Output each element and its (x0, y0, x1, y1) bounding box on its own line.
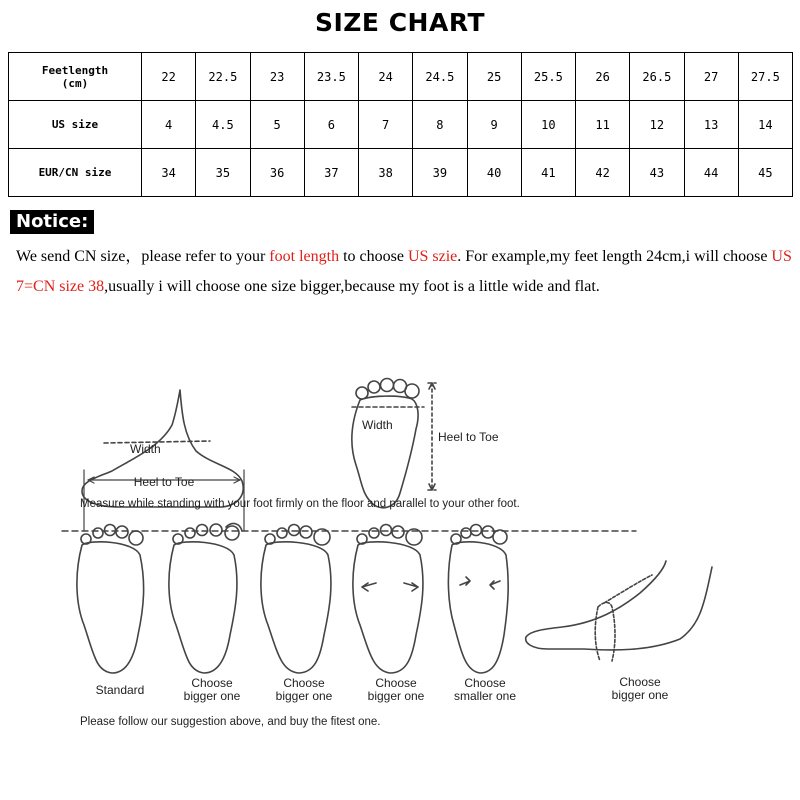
foot-caption: bigger one (275, 689, 333, 703)
row-header-line1: Feetlength (41, 63, 109, 77)
notice-text: . For example,my feet length 24cm,i will choose (457, 248, 772, 265)
foot-high-instep-illustration (526, 561, 712, 661)
foot-caption: bigger one (367, 689, 425, 703)
table-cell: 27 (684, 53, 738, 101)
table-cell: 8 (413, 101, 467, 149)
foot-caption: smaller one (453, 689, 517, 703)
table-cell: 9 (467, 101, 521, 149)
foot-caption: Choose (375, 676, 417, 690)
table-cell: 4 (142, 101, 196, 149)
foot-standard-illustration (77, 525, 144, 674)
foot-caption: bigger one (183, 689, 241, 703)
size-chart-table (8, 52, 793, 197)
table-cell: 42 (576, 149, 630, 197)
table-cell: 22 (142, 53, 196, 101)
heel-to-toe-label-top: Heel to Toe (438, 430, 499, 444)
table-cell: 41 (521, 149, 575, 197)
notice-text: to choose (339, 248, 408, 265)
table-cell: 25.5 (521, 53, 575, 101)
notice-highlight: US szie (407, 248, 458, 265)
notice-text: We send CN size，please refer to your (16, 248, 270, 265)
foot-measurement-diagram (0, 355, 800, 800)
table-row (9, 53, 793, 101)
notice-text: ,usually i will choose one size bigger,because my foot is a little wide and flat. (104, 278, 600, 295)
foot-wide-forefoot-illustration (353, 525, 423, 674)
table-cell: 43 (630, 149, 684, 197)
table-cell: 4.5 (196, 101, 250, 149)
table-cell: 10 (521, 101, 575, 149)
table-cell: 37 (304, 149, 358, 197)
foot-caption: bigger one (611, 688, 669, 702)
table-cell: 39 (413, 149, 467, 197)
table-cell: 7 (359, 101, 413, 149)
table-cell: 12 (630, 101, 684, 149)
side-foot-illustration (82, 390, 243, 507)
table-cell: 24 (359, 53, 413, 101)
notice-label: Notice: (10, 210, 94, 234)
foot-caption: Choose (191, 676, 233, 690)
table-row (9, 149, 793, 197)
table-cell: 11 (576, 101, 630, 149)
table-cell: 14 (738, 101, 792, 149)
table-cell: 40 (467, 149, 521, 197)
foot-caption: Choose (619, 675, 661, 689)
table-cell: 38 (359, 149, 413, 197)
table-cell: 24.5 (413, 53, 467, 101)
table-cell: 34 (142, 149, 196, 197)
heel-to-toe-label: Heel to Toe (133, 475, 195, 489)
table-cell: 22.5 (196, 53, 250, 101)
table-cell: 26 (576, 53, 630, 101)
foot-caption: Standard (95, 683, 145, 697)
bottom-note: Please follow our suggestion above, and buy the fitest one. (80, 716, 381, 728)
row-header (9, 53, 142, 101)
foot-caption: Choose (283, 676, 325, 690)
table-cell: 45 (738, 149, 792, 197)
table-cell: 25 (467, 53, 521, 101)
table-cell: 23.5 (304, 53, 358, 101)
table-cell: 6 (304, 101, 358, 149)
notice-highlight: US 7=CN size 38 (16, 248, 792, 295)
row-header-line2: (cm) (61, 76, 89, 90)
table-cell: 44 (684, 149, 738, 197)
table-row (9, 101, 793, 149)
row-header: US size (9, 101, 142, 149)
top-foot-illustration (352, 396, 418, 508)
table-cell: 26.5 (630, 53, 684, 101)
foot-narrow-illustration (448, 525, 508, 674)
notice-highlight: foot length (269, 248, 340, 265)
foot-wide-illustration (261, 525, 331, 674)
page-title: SIZE CHART (314, 8, 485, 37)
top-heel-to-toe-line (428, 383, 436, 490)
table-cell: 13 (684, 101, 738, 149)
row-header: EUR/CN size (9, 149, 142, 197)
table-cell: 27.5 (738, 53, 792, 101)
width-label-top: Width (362, 418, 393, 432)
foot-bunion-illustration (169, 524, 242, 673)
foot-caption: Choose (464, 676, 506, 690)
table-cell: 35 (196, 149, 250, 197)
notice-paragraph (16, 242, 796, 302)
table-cell: 5 (250, 101, 304, 149)
width-label: Width (130, 442, 161, 456)
table-cell: 36 (250, 149, 304, 197)
table-cell: 23 (250, 53, 304, 101)
measure-instruction: Measure while standing with your foot firmly on the floor and parallel to your other foot. (80, 498, 520, 510)
